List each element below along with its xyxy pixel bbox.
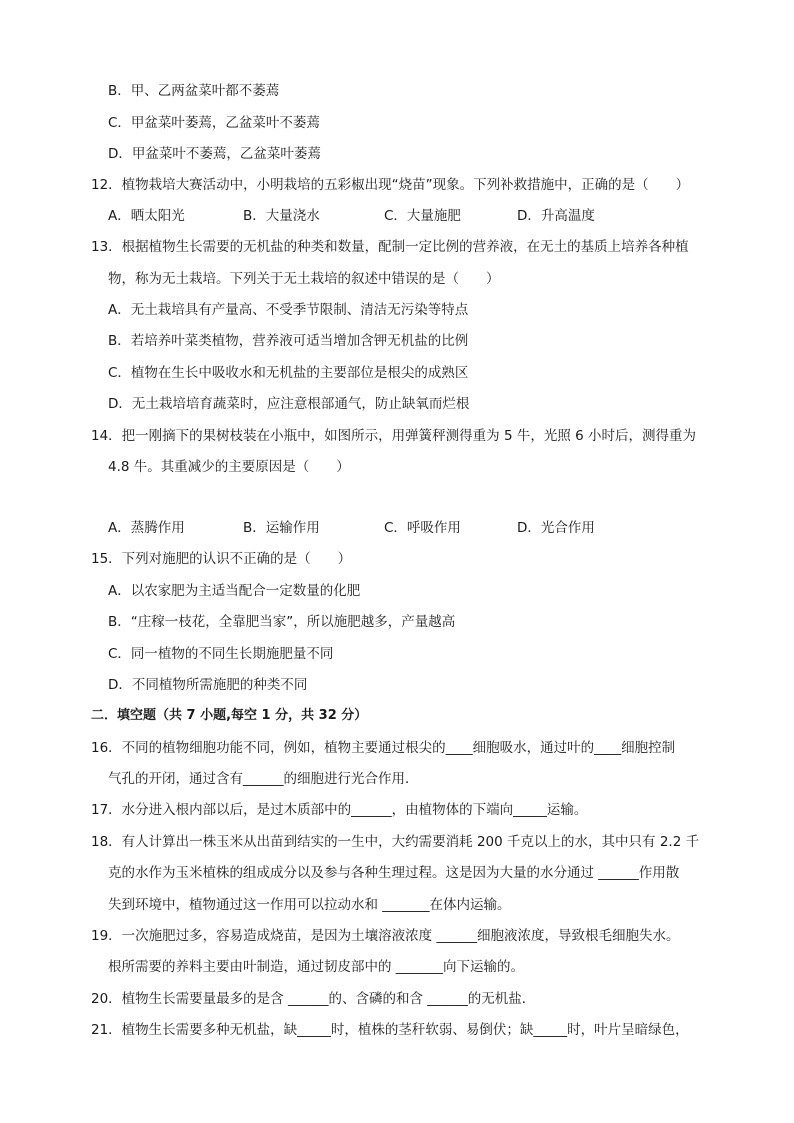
q13-option-d: D．无土栽培培育蔬菜时，应注意根部通气，防止缺氧而烂根 bbox=[108, 396, 470, 412]
q12-option-a: A．晒太阳光 bbox=[108, 208, 185, 224]
q14-option-c: C．呼吸作用 bbox=[384, 520, 461, 536]
q12-option-c: C．大量施肥 bbox=[384, 208, 461, 224]
q11-option-d: D．甲盆菜叶不萎蔫，乙盆菜叶萎蔫 bbox=[108, 146, 321, 162]
question-12: 12．植物栽培大赛活动中，小明栽培的五彩椒出现“烧苗”现象。下列补救措施中，正确的是（ ） bbox=[91, 177, 690, 193]
q14-option-b: B．运输作用 bbox=[243, 520, 320, 536]
q14-option-d: D．光合作用 bbox=[517, 520, 595, 536]
q13-option-a: A．无土栽培具有产量高、不受季节限制、清洁无污染等特点 bbox=[108, 302, 469, 318]
question-15: 15．下列对施肥的认识不正确的是（ ） bbox=[91, 551, 352, 567]
question-13-line1: 13．根据植物生长需要的无机盐的种类和数量，配制一定比例的营养液，在无土的基质上培养各种植 bbox=[91, 239, 689, 255]
q15-option-c: C．同一植物的不同生长期施肥量不同 bbox=[108, 646, 334, 662]
q12-options bbox=[108, 206, 708, 226]
q12-option-b: B．大量浇水 bbox=[243, 208, 320, 224]
q13-option-b: B．若培养叶菜类植物，营养液可适当增加含钾无机盐的比例 bbox=[108, 333, 469, 349]
section-heading-fill-in: 二．填空题（共 7 小题,每空 1 分，共 32 分） bbox=[91, 708, 368, 723]
question-13-line2: 物，称为无土栽培。下列关于无土栽培的叙述中错误的是（ ） bbox=[108, 271, 500, 287]
question-21: 21．植物生长需要多种无机盐，缺_____时，植株的茎秆软弱、易倒伏；缺_____时，叶片呈暗绿色， bbox=[91, 1022, 689, 1038]
question-19-line1: 19．一次施肥过多，容易造成烧苗，是因为土壤溶液浓度 ______细胞液浓度，导致根毛细胞失水。 bbox=[91, 928, 680, 944]
question-16-line1: 16．不同的植物细胞功能不同，例如，植物主要通过根尖的____细胞吸水，通过叶的____细胞控制 bbox=[91, 740, 676, 756]
q11-option-c: C．甲盆菜叶萎蔫，乙盆菜叶不萎蔫 bbox=[108, 115, 320, 131]
question-14-line1: 14．把一刚摘下的果树枝装在小瓶中，如图所示，用弹簧秤测得重为 5 牛，光照 6 小时后，测得重为 bbox=[91, 428, 697, 444]
q14-options bbox=[108, 518, 708, 538]
question-20: 20．植物生长需要量最多的是含 ______的、含磷的和含 ______的无机盐． bbox=[91, 991, 536, 1007]
q14-option-a: A．蒸腾作用 bbox=[108, 520, 185, 536]
question-17: 17．水分进入根内部以后，是过木质部中的______，由植物体的下端向_____运输。 bbox=[91, 802, 588, 818]
question-18-line3: 失到环境中，植物通过这一作用可以拉动水和 _______在体内运输。 bbox=[108, 897, 511, 913]
q15-option-d: D．不同植物所需施肥的种类不同 bbox=[108, 677, 308, 693]
question-16-line2: 气孔的开闭，通过含有______的细胞进行光合作用． bbox=[108, 771, 419, 787]
q15-option-b: B．“庄稼一枝花，全靠肥当家”，所以施肥越多，产量越高 bbox=[108, 614, 456, 630]
q13-option-c: C．植物在生长中吸收水和无机盐的主要部位是根尖的成熟区 bbox=[108, 365, 469, 381]
question-14-line2: 4.8 牛。其重减少的主要原因是（ ） bbox=[108, 459, 350, 475]
q15-option-a: A．以农家肥为主适当配合一定数量的化肥 bbox=[108, 583, 361, 599]
question-18-line1: 18．有人计算出一株玉米从出苗到结实的一生中，大约需要消耗 200 千克以上的水，其中只有 2.2 千 bbox=[91, 834, 700, 850]
q12-option-d: D．升高温度 bbox=[517, 208, 595, 224]
question-19-line2: 根所需要的养料主要由叶制造，通过韧皮部中的 _______向下运输的。 bbox=[108, 959, 525, 975]
question-18-line2: 克的水作为玉米植株的组成成分以及参与各种生理过程。这是因为大量的水分通过 ______作用散 bbox=[108, 865, 680, 881]
q11-option-b: B．甲、乙两盆菜叶都不萎蔫 bbox=[108, 83, 280, 99]
